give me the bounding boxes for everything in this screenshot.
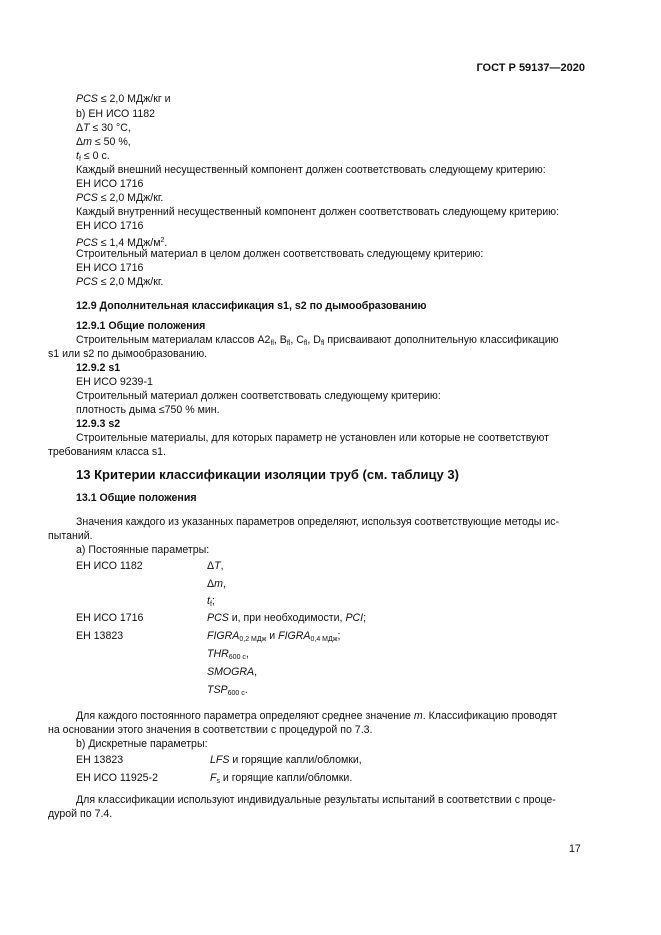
text-line: на основании этого значения в соответствии с процедурой по 7.3. bbox=[48, 724, 373, 736]
parameter: $FIGRA_{0,2 МДж}$ и $FIGRA_{0,4 МДж}$; bbox=[207, 630, 341, 643]
text-line: a) Постоянные параметры: bbox=[76, 544, 210, 556]
text-line: Каждый внешний несущественный компонент должен соответствовать следующему критерию: bbox=[76, 164, 546, 176]
text-line: Строительный материал должен соответствовать следующему критерию: bbox=[76, 390, 441, 402]
page-number: 17 bbox=[569, 843, 581, 855]
parameter: PCS и, при необходимости, PCI; bbox=[207, 612, 367, 624]
text-line: ЕН ИСО 1716 bbox=[76, 178, 144, 190]
text-line: плотность дыма ≤750 % мин. bbox=[76, 404, 220, 416]
text-line: b) ЕН ИСО 1182 bbox=[76, 108, 156, 120]
text-line: Для классификации используют индивидуальные результаты испытаний в соответствии с проце- bbox=[76, 794, 556, 806]
standard-ref: ЕН ИСО 11925-2 bbox=[76, 772, 158, 784]
text-line: пытаний. bbox=[48, 530, 93, 542]
parameter: LFS и горящие капли/обломки, bbox=[210, 754, 362, 766]
text-line: PCS ≤ 2,0 МДж/кг и bbox=[76, 93, 171, 105]
text-line: ЕН ИСО 9239-1 bbox=[76, 376, 153, 388]
text-line: Строительный материал в целом должен соответствовать следующему критерию: bbox=[76, 248, 484, 260]
text-line: PCS ≤ 1,4 МДж/$м^2$. bbox=[76, 237, 168, 249]
parameter: $t_f$; bbox=[207, 595, 215, 608]
parameter: $F_s$ и горящие капли/обломки. bbox=[210, 772, 353, 785]
text-line: PCS ≤ 2,0 МДж/кг. bbox=[76, 192, 164, 204]
subsection-heading: 12.9.2 s1 bbox=[76, 362, 121, 374]
document-code: ГОСТ Р 59137—2020 bbox=[476, 62, 585, 74]
text-line: s1 или s2 по дымообразованию. bbox=[48, 348, 208, 360]
text-line: Значения каждого из указанных параметров определяют, используя соответствующие методы ис- bbox=[76, 516, 560, 528]
text-line: Для каждого постоянного параметра определяют среднее значение m. Классификацию проводят bbox=[76, 710, 558, 722]
standard-ref: ЕН 13823 bbox=[76, 630, 124, 642]
text-line: ЕН ИСО 1716 bbox=[76, 220, 144, 232]
text-line: дурой по 7.4. bbox=[48, 808, 113, 820]
text-line: $t_f \le 0$ с. bbox=[76, 150, 110, 163]
parameter: ΔT, bbox=[207, 560, 224, 572]
text-line: Δm ≤ 50 %, bbox=[76, 136, 131, 148]
text-line: b) Дискретные параметры: bbox=[76, 738, 208, 750]
text-line: PCS ≤ 2,0 МДж/кг. bbox=[76, 276, 164, 288]
standard-ref: ЕН ИСО 1182 bbox=[76, 560, 143, 572]
subsection-heading: 12.9.3 s2 bbox=[76, 418, 121, 430]
text-line: требованиям класса s1. bbox=[48, 446, 166, 458]
parameter: $THR_{600 с}$, bbox=[207, 648, 249, 661]
parameter: $TSP_{600 с}$. bbox=[207, 684, 248, 697]
subsection-heading: 12.9.1 Общие положения bbox=[76, 320, 206, 332]
parameter: SMOGRA, bbox=[207, 666, 258, 678]
text-line: Каждый внутренний несущественный компонент должен соответствовать следующему критерию: bbox=[76, 206, 560, 218]
text-line: ΔT ≤ 30 °С, bbox=[76, 122, 131, 134]
standard-ref: ЕН ИСО 1716 bbox=[76, 612, 144, 624]
section-heading: 12.9 Дополнительная классификация s1, s2 по дымообразованию bbox=[76, 300, 427, 312]
subsection-heading: 13.1 Общие положения bbox=[76, 492, 197, 504]
text-line: ЕН ИСО 1716 bbox=[76, 262, 144, 274]
chapter-heading: 13 Критерии классификации изоляции труб (см. таблицу 3) bbox=[76, 467, 459, 482]
standard-ref: ЕН 13823 bbox=[76, 754, 124, 766]
text-line: Строительные материалы, для которых параметр не установлен или которые не соответствуют bbox=[76, 432, 549, 444]
parameter: Δm, bbox=[207, 578, 226, 590]
text-line: Строительным материалам классов $A2_{fl}$, $B_{fl}$, $C_{fl}$, $D_{fl}$ присваивают дополнительную классификацию bbox=[76, 334, 559, 347]
